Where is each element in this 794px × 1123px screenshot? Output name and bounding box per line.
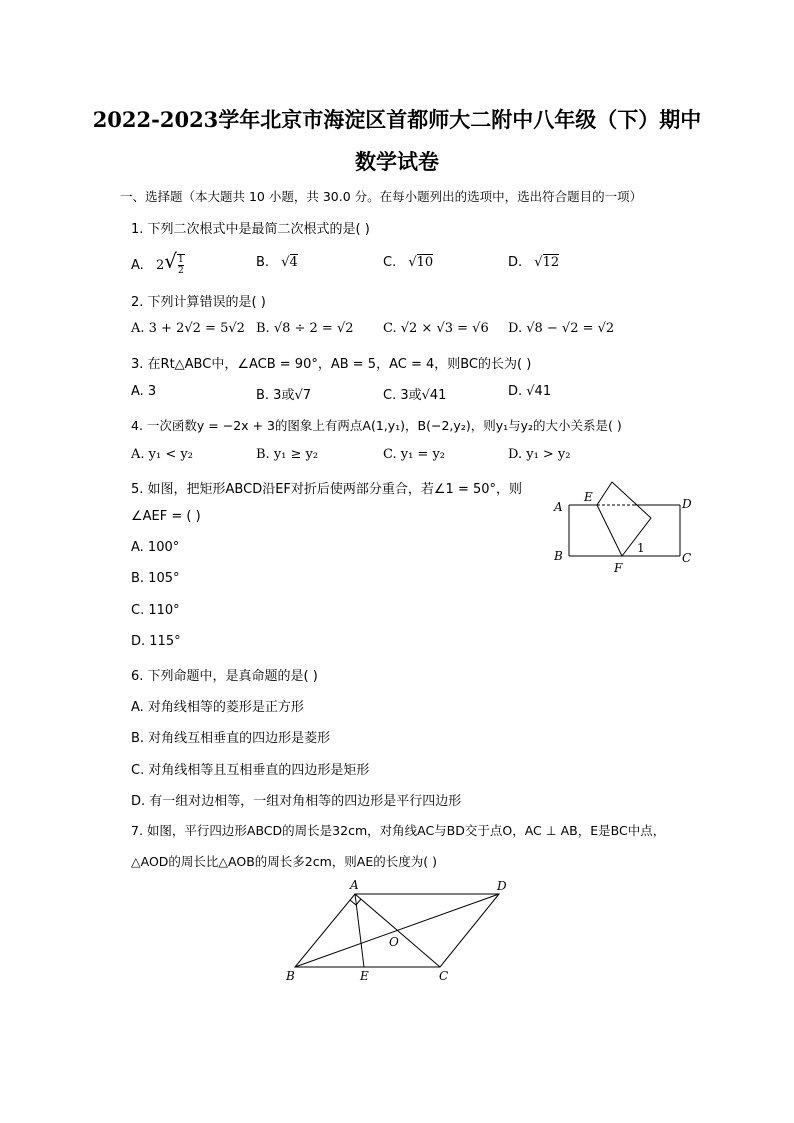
q5-figure-folded-rectangle (550, 478, 700, 578)
q7-label-a: A (350, 878, 359, 892)
q7-label-o: O (389, 935, 399, 949)
q7-label-d: D (497, 879, 507, 893)
q2-stem: 2. 下列计算错误的是( ) (131, 295, 266, 310)
q7-figure-parallelogram (280, 874, 520, 990)
q1-stem: 1. 下列二次根式中是最简二次根式的是( ) (131, 222, 370, 237)
q7-label-b: B (286, 969, 295, 983)
q3-option-c: C. 3或√41 (383, 388, 447, 403)
q5-label-a: A (554, 500, 563, 514)
q6-option-b: B. 对角线互相垂直的四边形是菱形 (131, 731, 331, 746)
q7-label-e: E (360, 969, 369, 983)
exam-title-line1: 2022-2023学年北京市海淀区首都师大二附中八年级（下）期中 (92, 107, 702, 132)
q5-option-d: D. 115° (131, 634, 181, 649)
q1-option-c: C. √10 (383, 255, 434, 270)
q2-option-c: C. √2 × √3 = √6 (383, 321, 489, 336)
q7-stem-line1: 7. 如图，平行四边形ABCD的周长是32cm，对角线AC与BD交于点O，AC ⊥ AB，E是BC中点， (131, 823, 666, 838)
q4-option-d: D. y₁ > y₂ (508, 447, 571, 462)
q5-label-d: D (682, 497, 692, 511)
exam-title-line2: 数学试卷 (355, 149, 439, 174)
q6-option-c: C. 对角线相等且互相垂直的四边形是矩形 (131, 763, 370, 778)
q5-stem-line2: ∠AEF = ( ) (131, 509, 201, 524)
q2-option-a: A. 3 + 2√2 = 5√2 (131, 321, 245, 336)
q1-option-d: D. √12 (508, 255, 560, 270)
q2-option-d: D. √8 − √2 = √2 (508, 321, 615, 336)
q7-label-c: C (439, 969, 449, 983)
q3-option-a: A. 3 (131, 384, 157, 399)
q2-option-b: B. √8 ÷ 2 = √2 (256, 321, 354, 336)
q5-label-angle-1: 1 (637, 541, 645, 555)
q3-option-d: D. √41 (508, 384, 552, 399)
q5-option-c: C. 110° (131, 603, 180, 618)
q5-option-b: B. 105° (131, 571, 180, 586)
section-header: 一、选择题（本大题共 10 小题，共 30.0 分。在每小题列出的选项中，选出符合题目的一项） (120, 189, 643, 204)
q5-option-a: A. 100° (131, 540, 180, 555)
q1-option-b: B. √4 (256, 255, 298, 270)
q5-fold-line-ef (597, 505, 622, 556)
q4-option-b: B. y₁ ≥ y₂ (256, 447, 319, 462)
q7-stem-line2: △AOD的周长比△AOB的周长多2cm，则AE的长度为( ) (131, 854, 437, 869)
q3-stem: 3. 在Rt△ABC中，∠ACB = 90°，AB = 5，AC = 4，则BC的长为( ) (131, 357, 532, 372)
q6-option-d: D. 有一组对边相等，一组对角相等的四边形是平行四边形 (131, 794, 462, 809)
q3-option-b: B. 3或√7 (256, 388, 312, 403)
q5-label-c: C (682, 551, 692, 565)
q5-label-f: F (614, 561, 623, 575)
q5-stem-line1: 5. 如图，把矩形ABCD沿EF对折后使两部分重合，若∠1 = 50°，则 (131, 482, 523, 497)
q4-option-a: A. y₁ < y₂ (131, 447, 193, 462)
q1-option-a: A. $2√\frac{1}{2}$ (131, 249, 184, 276)
q6-stem: 6. 下列命题中，是真命题的是( ) (131, 669, 318, 684)
q5-label-b: B (554, 549, 563, 563)
q5-label-e: E (584, 490, 593, 504)
q4-option-c: C. y₁ = y₂ (383, 447, 446, 462)
q6-option-a: A. 对角线相等的菱形是正方形 (131, 700, 304, 715)
q4-stem: 4. 一次函数y = −2x + 3的图象上有两点A(1,y₁)，B(−2,y₂)，则y₁与y₂的大小关系是( ) (131, 418, 622, 433)
